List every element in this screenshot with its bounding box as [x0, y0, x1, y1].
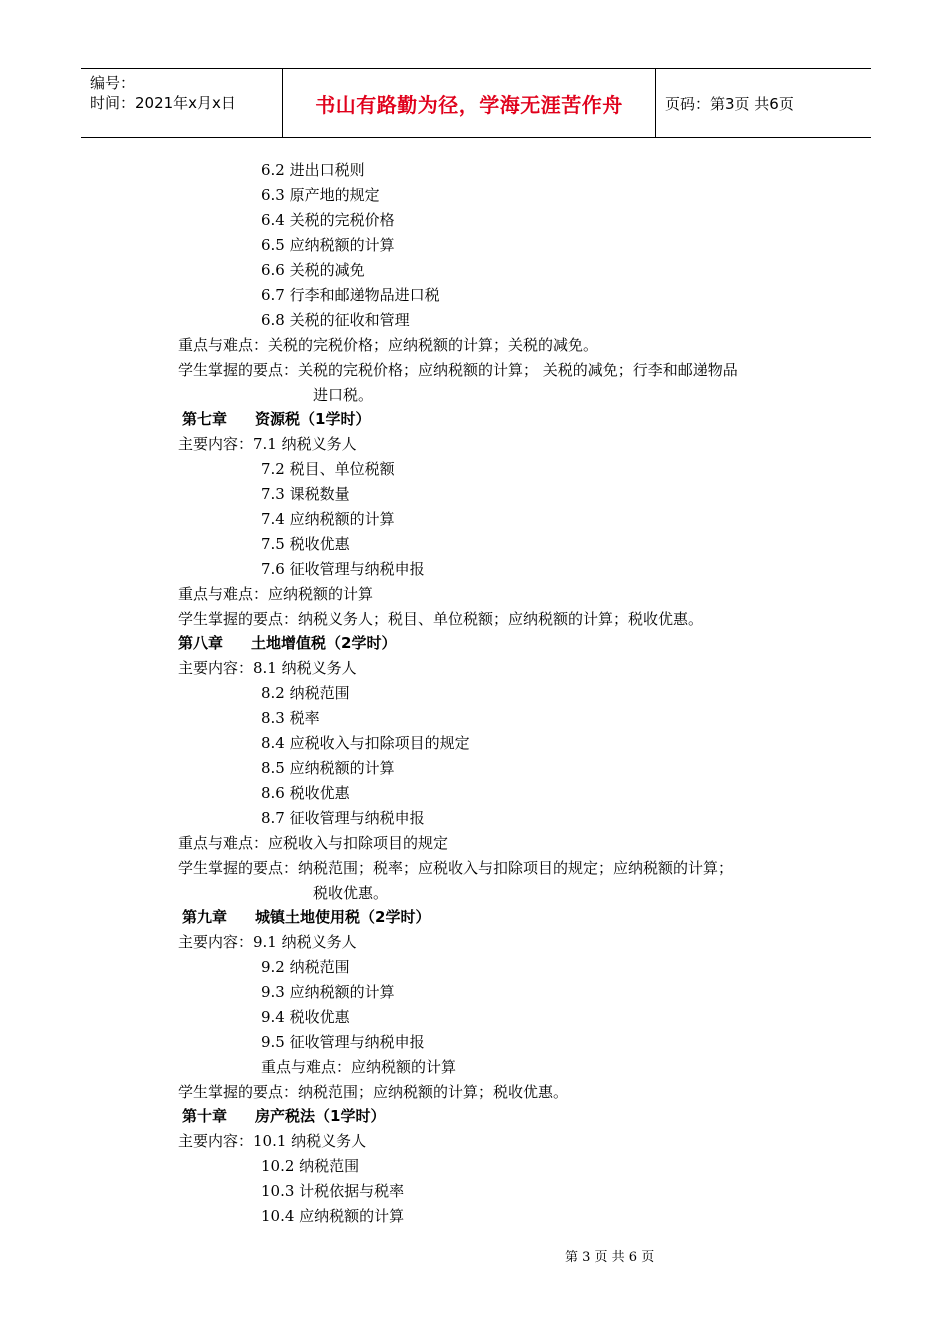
list-item: 8.7 征收管理与纳税申报 [261, 809, 425, 827]
main-content-line: 主要内容：8.1 纳税义务人 [178, 659, 357, 677]
list-item: 7.6 征收管理与纳税申报 [261, 560, 425, 578]
list-item: 7.3 课税数量 [261, 485, 350, 503]
student-points-line: 学生掌握的要点：纳税义务人；税目、单位税额；应纳税额的计算；税收优惠。 [178, 610, 704, 628]
list-item: 10.2 纳税范围 [261, 1157, 360, 1175]
page-info-text: 页码：第3页 共6页 [665, 94, 794, 113]
list-item: 6.7 行李和邮递物品进口税 [261, 286, 440, 304]
list-item: 8.3 税率 [261, 709, 320, 727]
list-item: 6.5 应纳税额的计算 [261, 236, 395, 254]
student-points-line: 学生掌握的要点：纳税范围；税率；应税收入与扣除项目的规定；应纳税额的计算； [178, 859, 734, 877]
list-item: 8.2 纳税范围 [261, 684, 350, 702]
list-item: 8.5 应纳税额的计算 [261, 759, 395, 777]
student-points-line: 学生掌握的要点：纳税范围；应纳税额的计算；税收优惠。 [178, 1083, 569, 1101]
chapter-heading [182, 905, 430, 929]
chapter-number: 第九章 [182, 908, 228, 926]
list-item: 10.4 应纳税额的计算 [261, 1207, 405, 1225]
header-info-cell [81, 69, 281, 137]
key-points-line: 重点与难点：应纳税额的计算 [178, 585, 374, 603]
chapter-number: 第八章 [178, 634, 224, 652]
chapter-title: 房产税法（1学时） [255, 1107, 386, 1125]
list-item: 6.6 关税的减免 [261, 261, 365, 279]
chapter-heading [178, 631, 396, 655]
student-points-line-cont: 进口税。 [313, 386, 374, 404]
page-info-cell [655, 69, 871, 137]
chapter-heading [182, 407, 370, 431]
list-item: 7.2 税目、单位税额 [261, 460, 395, 478]
list-item: 9.2 纳税范围 [261, 958, 350, 976]
time-label: 时间：2021年x月x日 [90, 94, 236, 112]
list-item: 6.4 关税的完税价格 [261, 211, 395, 229]
key-points-line: 重点与难点：关税的完税价格；应纳税额的计算；关税的减免。 [178, 336, 599, 354]
main-content-line: 主要内容：10.1 纳税义务人 [178, 1132, 367, 1150]
list-item: 8.4 应税收入与扣除项目的规定 [261, 734, 470, 752]
chapter-title: 资源税（1学时） [255, 410, 371, 428]
main-content-line: 主要内容：9.1 纳税义务人 [178, 933, 357, 951]
footer-page-number: 第 3 页 共 6 页 [565, 1250, 655, 1265]
chapter-number: 第十章 [182, 1107, 228, 1125]
motto-text: 书山有路勤为径，学海无涯苦作舟 [315, 92, 623, 117]
main-content-line: 主要内容：7.1 纳税义务人 [178, 435, 357, 453]
chapter-number: 第七章 [182, 410, 228, 428]
chapter-title: 城镇土地使用税（2学时） [255, 908, 431, 926]
list-item: 9.5 征收管理与纳税申报 [261, 1033, 425, 1051]
list-item: 9.3 应纳税额的计算 [261, 983, 395, 1001]
student-points-line: 学生掌握的要点：关税的完税价格；应纳税额的计算； 关税的减免；行李和邮递物品 [178, 361, 738, 379]
page-header [81, 68, 871, 138]
list-item: 9.4 税收优惠 [261, 1008, 350, 1026]
key-points-line: 重点与难点：应纳税额的计算 [261, 1058, 457, 1076]
list-item: 6.8 关税的征收和管理 [261, 311, 410, 329]
code-label: 编号： [90, 74, 136, 92]
list-item: 6.3 原产地的规定 [261, 186, 380, 204]
chapter-title: 土地增值税（2学时） [251, 634, 397, 652]
list-item: 6.2 进出口税则 [261, 161, 365, 179]
list-item: 7.4 应纳税额的计算 [261, 510, 395, 528]
motto-cell [282, 69, 656, 137]
list-item: 10.3 计税依据与税率 [261, 1182, 405, 1200]
list-item: 8.6 税收优惠 [261, 784, 350, 802]
chapter-heading [182, 1104, 385, 1128]
list-item: 7.5 税收优惠 [261, 535, 350, 553]
student-points-line-cont: 税收优惠。 [313, 884, 389, 902]
key-points-line: 重点与难点：应税收入与扣除项目的规定 [178, 834, 449, 852]
